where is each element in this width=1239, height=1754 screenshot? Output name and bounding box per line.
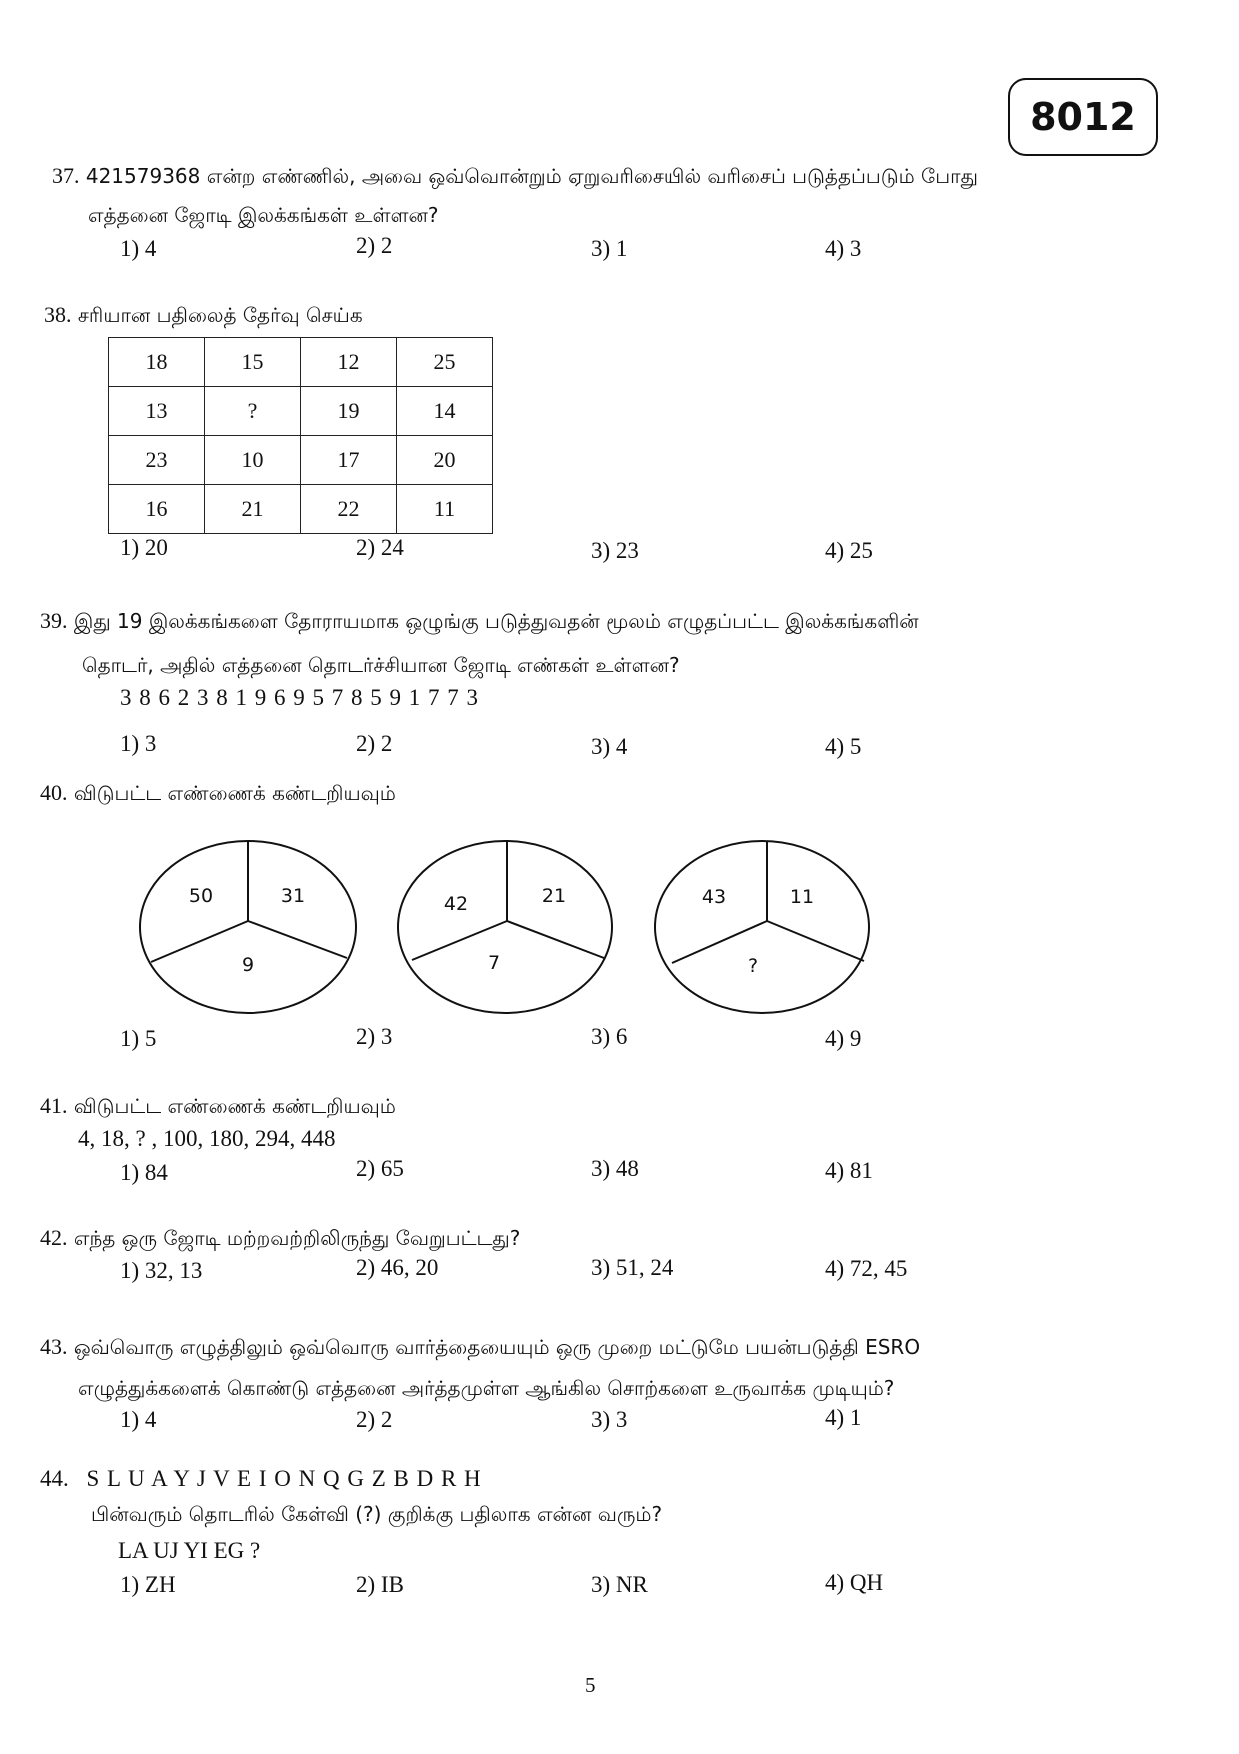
digit-sequence: 3 8 6 2 3 8 1 9 6 9 5 7 8 5 9 1 7 7 3 — [120, 685, 479, 710]
question-37-option-2[interactable]: 2) 2 — [356, 233, 393, 258]
question-41-text: விடுபட்ட எண்ணைக் கண்டறியவும் — [73, 1094, 396, 1118]
grid-cell: 23 — [109, 436, 205, 485]
page-number: 5 — [585, 1673, 596, 1697]
question-43-line1 — [40, 1334, 920, 1362]
grid-cell: 21 — [205, 485, 301, 534]
question-40-option-4[interactable]: 4) 9 — [825, 1026, 862, 1051]
question-43-option-3[interactable]: 3) 3 — [591, 1407, 628, 1432]
question-40-text: விடுபட்ட எண்ணைக் கண்டறியவும் — [73, 781, 396, 805]
grid-cell: 11 — [397, 485, 493, 534]
question-39-option-2[interactable]: 2) 2 — [356, 731, 393, 756]
question-43-option-1[interactable]: 1) 4 — [120, 1407, 157, 1432]
question-42-number: 42. — [40, 1225, 68, 1250]
question-39-text-line2: தொடர், அதில் எத்தனை தொடர்ச்சியான ஜோடி எண்கள் உள்ளன? — [82, 653, 680, 677]
question-38-option-2[interactable]: 2) 24 — [356, 535, 404, 560]
circle-puzzle-1 — [140, 841, 356, 1013]
question-43-option-2[interactable]: 2) 2 — [356, 1407, 393, 1432]
circle-1-right-value: 31 — [280, 885, 306, 907]
question-43-text-line1: ஒவ்வொரு எழுத்திலும் ஒவ்வொரு வார்த்தையையும் ஒரு முறை மட்டுமே பயன்படுத்தி ESRO — [73, 1335, 921, 1359]
question-40-number: 40. — [40, 780, 68, 805]
question-41-number: 41. — [40, 1093, 68, 1118]
letter-sequence: S L U A Y J V E I O N Q G Z B D R H — [86, 1466, 482, 1491]
question-44-option-3[interactable]: 3) NR — [591, 1572, 648, 1597]
question-38-text: சரியான பதிலைத் தேர்வு செய்க — [77, 303, 363, 327]
grid-cell: 12 — [301, 338, 397, 387]
question-39-text-line1: இது 19 இலக்கங்களை தோராயமாக ஒழுங்கு படுத்துவதன் மூலம் எழுதப்பட்ட இலக்கங்களின் — [73, 609, 919, 633]
question-44-number: 44. — [40, 1466, 69, 1491]
question-37-number: 37. — [52, 163, 80, 188]
grid-cell: 25 — [397, 338, 493, 387]
question-38-option-3[interactable]: 3) 23 — [591, 538, 639, 563]
question-42-option-2[interactable]: 2) 46, 20 — [356, 1255, 439, 1280]
question-39-option-1[interactable]: 1) 3 — [120, 731, 157, 756]
question-41-option-3[interactable]: 3) 48 — [591, 1156, 639, 1181]
question-44-option-4[interactable]: 4) QH — [825, 1570, 884, 1595]
question-40-option-1[interactable]: 1) 5 — [120, 1026, 157, 1051]
grid-cell: 20 — [397, 436, 493, 485]
number-series: 4, 18, ? , 100, 180, 294, 448 — [78, 1126, 336, 1151]
question-42-option-4[interactable]: 4) 72, 45 — [825, 1256, 908, 1281]
question-44-text: பின்வரும் தொடரில் கேள்வி (?) குறிக்கு பதிலாக என்ன வரும்? — [91, 1502, 663, 1526]
question-38-number: 38. — [44, 302, 72, 327]
grid-cell: 19 — [301, 387, 397, 436]
circle-3-left-value: 43 — [701, 886, 727, 908]
question-41-option-1[interactable]: 1) 84 — [120, 1160, 168, 1185]
question-39-option-3[interactable]: 3) 4 — [591, 734, 628, 759]
question-37-option-3[interactable]: 3) 1 — [591, 236, 628, 261]
grid-cell: ? — [205, 387, 301, 436]
grid-cell: 17 — [301, 436, 397, 485]
question-44-line — [40, 1466, 482, 1492]
question-37-text-line1: 421579368 என்ற எண்ணில், அவை ஒவ்வொன்றும் ஏறுவரிசையில் வரிசைப் படுத்தப்படும் போது — [85, 164, 978, 188]
question-44-option-2[interactable]: 2) IB — [356, 1572, 404, 1597]
question-37-option-1[interactable]: 1) 4 — [120, 236, 157, 261]
grid-cell: 13 — [109, 387, 205, 436]
grid-cell: 16 — [109, 485, 205, 534]
grid-cell: 18 — [109, 338, 205, 387]
question-43-option-4[interactable]: 4) 1 — [825, 1405, 862, 1430]
letter-series: LA UJ YI EG ? — [118, 1538, 261, 1563]
circle-2-left-value: 42 — [443, 893, 469, 915]
circle-3-right-value: 11 — [789, 886, 815, 908]
question-39-number: 39. — [40, 608, 68, 633]
question-41-option-4[interactable]: 4) 81 — [825, 1158, 873, 1183]
question-42-text: எந்த ஒரு ஜோடி மற்றவற்றிலிருந்து வேறுபட்டது? — [73, 1226, 521, 1250]
circle-2-bottom-value: 7 — [487, 952, 501, 974]
question-43-number: 43. — [40, 1334, 68, 1359]
circle-puzzle-2 — [398, 841, 612, 1013]
question-37-text-line2: எத்தனை ஜோடி இலக்கங்கள் உள்ளன? — [88, 203, 439, 227]
circle-1-left-value: 50 — [188, 885, 214, 907]
question-39-option-4[interactable]: 4) 5 — [825, 734, 862, 759]
question-42-option-3[interactable]: 3) 51, 24 — [591, 1255, 674, 1280]
grid-cell: 10 — [205, 436, 301, 485]
question-40-option-2[interactable]: 2) 3 — [356, 1024, 393, 1049]
grid-cell: 15 — [205, 338, 301, 387]
question-38-option-1[interactable]: 1) 20 — [120, 535, 168, 560]
question-42-line — [40, 1225, 520, 1253]
question-44-option-1[interactable]: 1) ZH — [120, 1572, 176, 1597]
circle-puzzle-3 — [655, 841, 869, 1013]
grid-cell: 22 — [301, 485, 397, 534]
question-42-option-1[interactable]: 1) 32, 13 — [120, 1258, 203, 1283]
grid-cell: 14 — [397, 387, 493, 436]
question-37-option-4[interactable]: 4) 3 — [825, 236, 862, 261]
question-41-line — [40, 1093, 396, 1121]
circle-1-bottom-value: 9 — [241, 954, 255, 976]
question-40-option-3[interactable]: 3) 6 — [591, 1024, 628, 1049]
question-41-option-2[interactable]: 2) 65 — [356, 1156, 404, 1181]
circle-3-bottom-value: ? — [747, 955, 759, 977]
paper-code-box: 8012 — [1008, 78, 1158, 156]
circle-2-right-value: 21 — [541, 885, 567, 907]
question-43-text-line2: எழுத்துக்களைக் கொண்டு எத்தனை அர்த்தமுள்ள ஆங்கில சொற்களை உருவாக்க முடியும்? — [78, 1376, 895, 1400]
question-38-option-4[interactable]: 4) 25 — [825, 538, 873, 563]
